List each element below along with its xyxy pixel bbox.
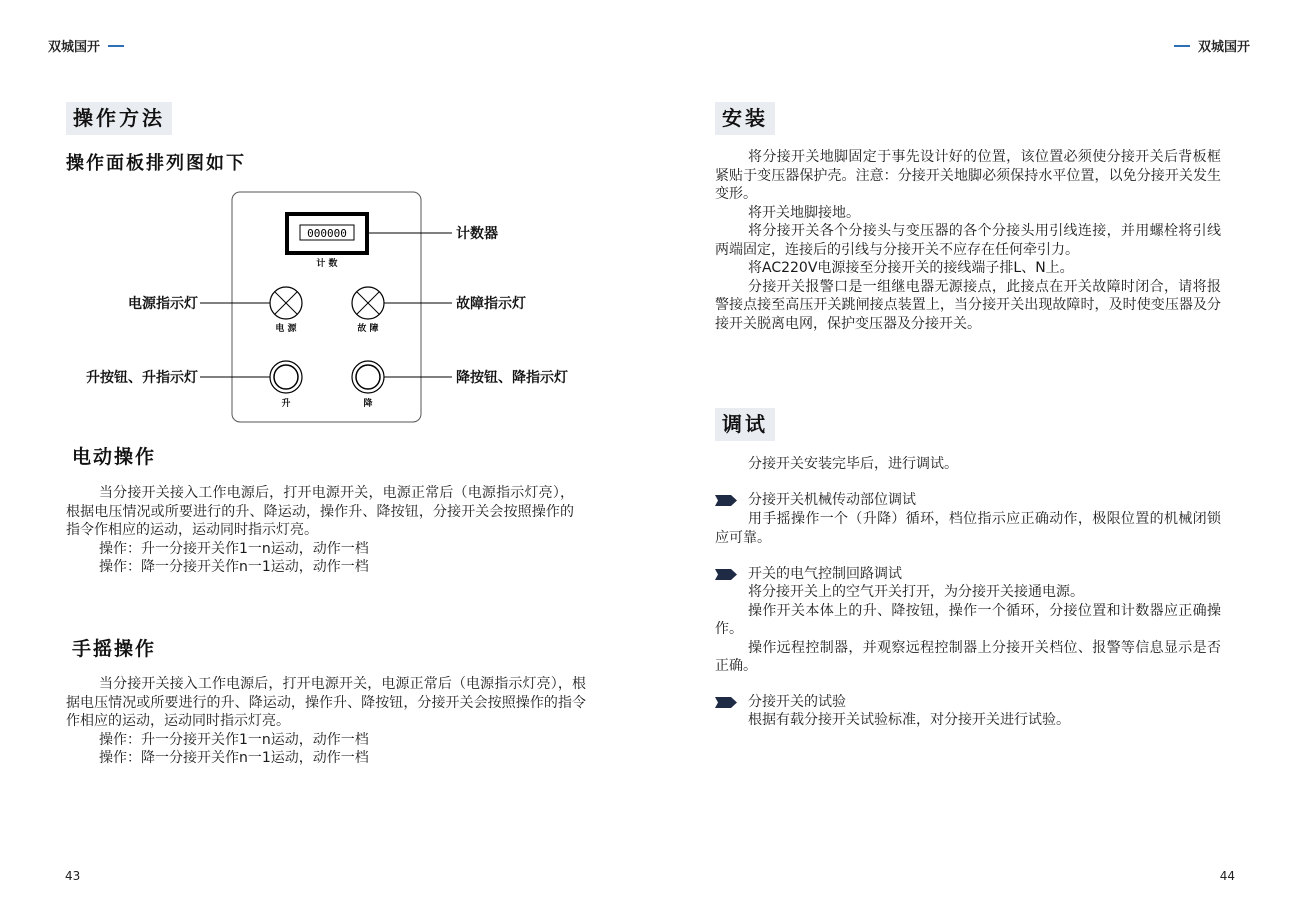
debug-item-2-p2: 操作开关本体上的升、降按钮，操作一个循环，分接位置和计数器应正确操作。 (715, 602, 1221, 637)
arrow-bullet-icon (715, 495, 737, 506)
debug-item-1-p1: 用手摇操作一个（升降）循环，档位指示应正确动作，极限位置的机械闭锁应可靠。 (715, 511, 1221, 546)
debug-item-3-text (715, 711, 1221, 730)
arrow-bullet-icon (715, 697, 737, 708)
manual-op-down: 操作：降一分接开关作n一1运动，动作一档 (99, 750, 369, 766)
arrow-bullet-icon (715, 569, 737, 580)
debug-item-2-title-row (715, 565, 902, 584)
install-p4: 将AC220V电源接至分接开关的接线端子排L、N上。 (748, 260, 1074, 276)
callout-up: 升按钮、升指示灯 (86, 370, 198, 386)
debug-item-3-title-row (715, 693, 846, 712)
debug-item-3-p1: 根据有载分接开关试验标准，对分接开关进行试验。 (748, 712, 1070, 728)
install-p5: 分接开关报警口是一组继电器无源接点，此接点在开关故障时闭合，请将报警接点接至高压开关跳闸接点装置上，当分接开关出现故障时，及时使变压器及分接开关脱离电网，保护变压器及分接开关。 (715, 278, 1221, 332)
manual-operation-text (66, 675, 586, 768)
brand-left (48, 36, 124, 55)
counter-label: 计 数 (316, 259, 338, 269)
electric-operation-text (66, 484, 574, 577)
brand-name: 双城国开 (48, 40, 101, 55)
debug-item-1-title-row (715, 491, 916, 510)
electric-operation-title: 电动操作 (72, 446, 157, 468)
debug-item-2-title: 开关的电气控制回路调试 (748, 566, 902, 582)
up-button-label: 升 (281, 399, 291, 409)
install-p3: 将分接开关各个分接头与变压器的各个分接头用引线连接，并用螺栓将引线两端固定，连接后的引线与分接开关不应存在任何牵引力。 (715, 223, 1221, 258)
manual-operation-title: 手摇操作 (72, 638, 157, 660)
debug-intro-text: 分接开关安装完毕后，进行调试。 (748, 456, 958, 472)
debug-intro (715, 455, 1221, 474)
brand-name: 双城国开 (1197, 40, 1250, 55)
install-p2: 将开关地脚接地。 (748, 204, 860, 221)
power-light-label: 电 源 (275, 324, 297, 334)
counter-display: 000000 (307, 227, 347, 240)
operation-panel-diagram (60, 185, 600, 430)
fault-light-label: 故 障 (357, 324, 379, 334)
debug-item-2-p3: 操作远程控制器，并观察远程控制器上分接开关档位、报警等信息显示是否正确。 (715, 639, 1221, 674)
panel-subtitle: 操作面板排列图如下 (66, 153, 246, 174)
brand-accent-line (108, 45, 124, 47)
section-title-operation: 操作方法 (66, 102, 172, 135)
debug-item-2-p1: 将分接开关上的空气开关打开，为分接开关接通电源。 (748, 584, 1084, 600)
brand-accent-line (1174, 45, 1190, 47)
callout-down: 降按钮、降指示灯 (456, 370, 568, 386)
debug-item-3-title: 分接开关的试验 (748, 694, 846, 710)
brand-right (1174, 36, 1250, 55)
manual-para: 当分接开关接入工作电源后，打开电源开关，电源正常后（电源指示灯亮），根据电压情况或所要进行的升、降运动，操作升、降按钮，分接开关会按照操作的指令作相应的运动，运动同时指示灯亮。 (66, 676, 586, 729)
debug-item-1-title: 分接开关机械传动部位调试 (748, 492, 916, 508)
electric-op-up: 操作：升一分接开关作1一n运动，动作一档 (99, 540, 369, 557)
debug-item-2-text (715, 583, 1221, 676)
install-p1: 将分接开关地脚固定于事先设计好的位置，该位置必须使分接开关后背板框紧贴于变压器保护壳。注意：分接开关地脚必须保持水平位置，以免分接开关发生变形。 (715, 149, 1221, 202)
callout-fault: 故障指示灯 (456, 296, 526, 312)
install-text (715, 148, 1221, 333)
page-number-left: 43 (65, 869, 81, 883)
down-button-label: 降 (363, 399, 373, 409)
section-title-debug: 调试 (715, 408, 775, 441)
callout-power: 电源指示灯 (128, 296, 198, 312)
manual-op-up: 操作：升一分接开关作1一n运动，动作一档 (99, 731, 369, 748)
electric-para: 当分接开关接入工作电源后，打开电源开关，电源正常后（电源指示灯亮），根据电压情况或所要进行的升、降运动，操作升、降按钮，分接开关会按照操作的指令作相应的运动，运动同时指示灯亮。 (66, 485, 574, 538)
debug-item-1-text (715, 510, 1221, 547)
page-number-right: 44 (1219, 869, 1235, 883)
section-title-install: 安装 (715, 102, 775, 135)
electric-op-down: 操作：降一分接开关作n一1运动，动作一档 (99, 559, 369, 575)
callout-counter: 计数器 (456, 226, 498, 242)
